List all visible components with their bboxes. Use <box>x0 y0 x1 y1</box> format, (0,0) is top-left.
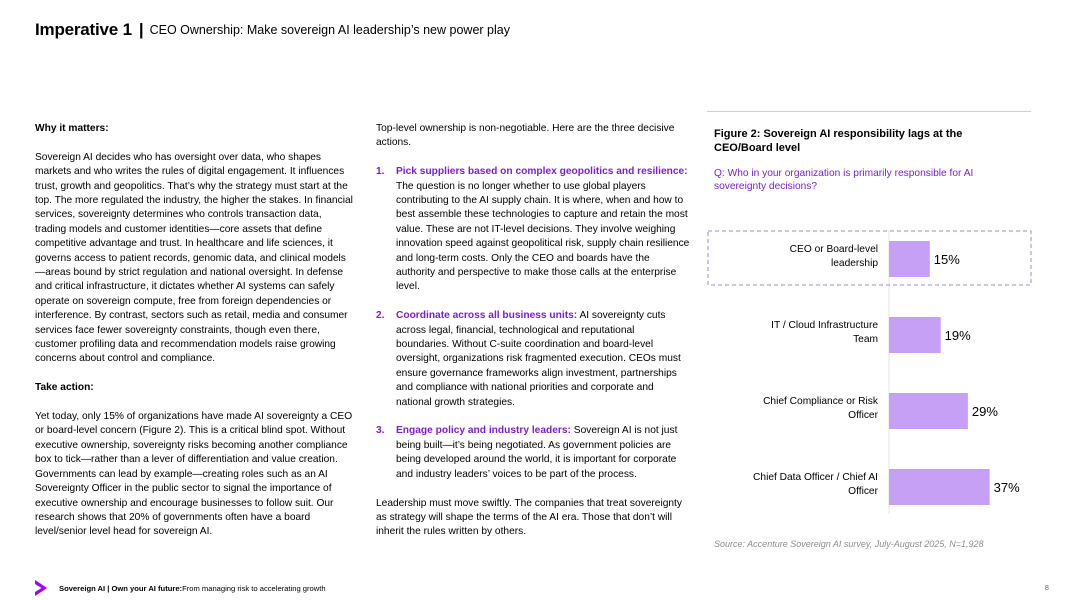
action-lead: Pick suppliers based on complex geopolitics and resilience: <box>396 166 688 178</box>
footer-report-title: Sovereign AI | Own your AI future: <box>59 583 183 593</box>
page-title: CEO Ownership: Make sovereign AI leadership’s new power play <box>149 23 510 37</box>
category-label: Chief Compliance or Risk Officer <box>763 396 878 421</box>
value-label: 15% <box>933 252 960 267</box>
action-lead: Coordinate across all business units: <box>396 310 578 322</box>
closing-paragraph: Leadership must move swiftly. The companies that treat sovereignty as strategy will shape the terms of the AI era. Those that don’t will inherit the rules written by others. <box>376 497 682 538</box>
action-item <box>376 309 690 410</box>
chart-bar <box>889 393 968 429</box>
action-number: 1. <box>376 166 385 178</box>
chart-bar <box>889 469 990 505</box>
action-lead: Engage policy and industry leaders: <box>396 425 571 437</box>
take-action-label: Take action: <box>35 382 94 394</box>
category-label: Chief Data Officer / Chief AI Officer <box>753 472 878 497</box>
accenture-logo-icon <box>34 579 48 597</box>
actions-list <box>376 165 690 482</box>
why-it-matters-text: Sovereign AI decides who has oversight over data, who shapes markets and who writes the rules of digital engagement. It influences trust, growth and geopolitics. That’s why the strategy must start at the top. The more regulated the industry, the higher the stakes. In financial services, sovereignty determines who controls transaction data, trading models and customer identities—core assets that define competitive advantage and trust. In healthcare and life sciences, it governs access to patient records, genomic data, and clinical models—areas bound by strict regulation and national oversight. In defense and critical infrastructure, it dictates whether AI systems can safely operate on sovereign compute, free from foreign dependencies or interference. By contrast, sectors such as retail, media and consumer services face fewer sovereignty constraints, though even there, customer profiling data and recommendation models raise growing concerns about control and compliance. <box>35 151 353 365</box>
header-separator: | <box>138 20 144 39</box>
action-text: AI sovereignty cuts across legal, financial, technological and reputational boundaries. Without C-suite coordination and board-level oversight, organizations risk fragmented execution. CEOs must ensure governance frameworks align investment, partnerships and compliance with national priorities and corporate and national growth strategies. <box>396 310 681 408</box>
action-number: 2. <box>376 310 385 322</box>
why-it-matters-label: Why it matters: <box>35 123 109 134</box>
imperative-number: Imperative 1 <box>35 20 132 39</box>
middle-column <box>376 122 690 540</box>
page-footer <box>34 578 326 598</box>
action-text: Sovereign AI is not just being built—it’s being negotiated. As government policies are being developed around the world, it is important for corporate and industry leaders’ voices to be part of the process. <box>396 425 678 480</box>
take-action-text: Yet today, only 15% of organizations have made AI sovereignty a CEO or board-level concern (Figure 2). This is a critical blind spot. Without executive ownership, sovereignty risks becoming another compliance box to tick—rather than a lever of differentiation and value creation. Governments can lead by example—creating roles such as an AI Sovereignty Officer in the public sector to signal the importance of executive ownership and encourage businesses to follow suit. Our research shows that 20% of governments often have a board level/senior level head for sovereign AI. <box>35 411 353 538</box>
figure-source: Source: Accenture Sovereign AI survey, July-August 2025, N=1,928 <box>714 539 984 549</box>
category-label: CEO or Board-level leadership <box>789 244 878 269</box>
page-number: 8 <box>1044 583 1049 592</box>
value-label: 29% <box>971 404 998 419</box>
chart-bar <box>889 241 930 277</box>
left-column <box>35 122 355 540</box>
actions-intro: Top-level ownership is non-negotiable. Here are the three decisive actions. <box>376 123 675 149</box>
figure-divider <box>707 111 1031 112</box>
chart-bar <box>889 317 941 353</box>
value-label: 19% <box>944 328 971 343</box>
figure-title: Figure 2: Sovereign AI responsibility lags at the CEO/Board level <box>714 128 963 154</box>
action-item <box>376 165 690 295</box>
page-header <box>35 18 510 42</box>
value-label: 37% <box>993 480 1020 495</box>
figure-question: Q: Who in your organization is primarily responsible for AI sovereignty decisions? <box>714 168 974 192</box>
action-text: The question is no longer whether to use global players contributing to the AI supply chain. It is where, when and how to best assemble these technologies to capture and retain the most value. These are not IT-level decisions. They involve weighing innovation speed against geopolitical risk, supply chain resilience and long-term costs. Only the CEO and boards have the authority and perspective to make those calls at the enterprise level. <box>396 180 690 293</box>
category-label: IT / Cloud Infrastructure Team <box>771 320 878 345</box>
responsibility-bar-chart <box>700 222 1040 522</box>
action-item <box>376 424 690 482</box>
footer-subtitle: From managing risk to accelerating growth <box>182 583 326 593</box>
action-number: 3. <box>376 425 385 437</box>
